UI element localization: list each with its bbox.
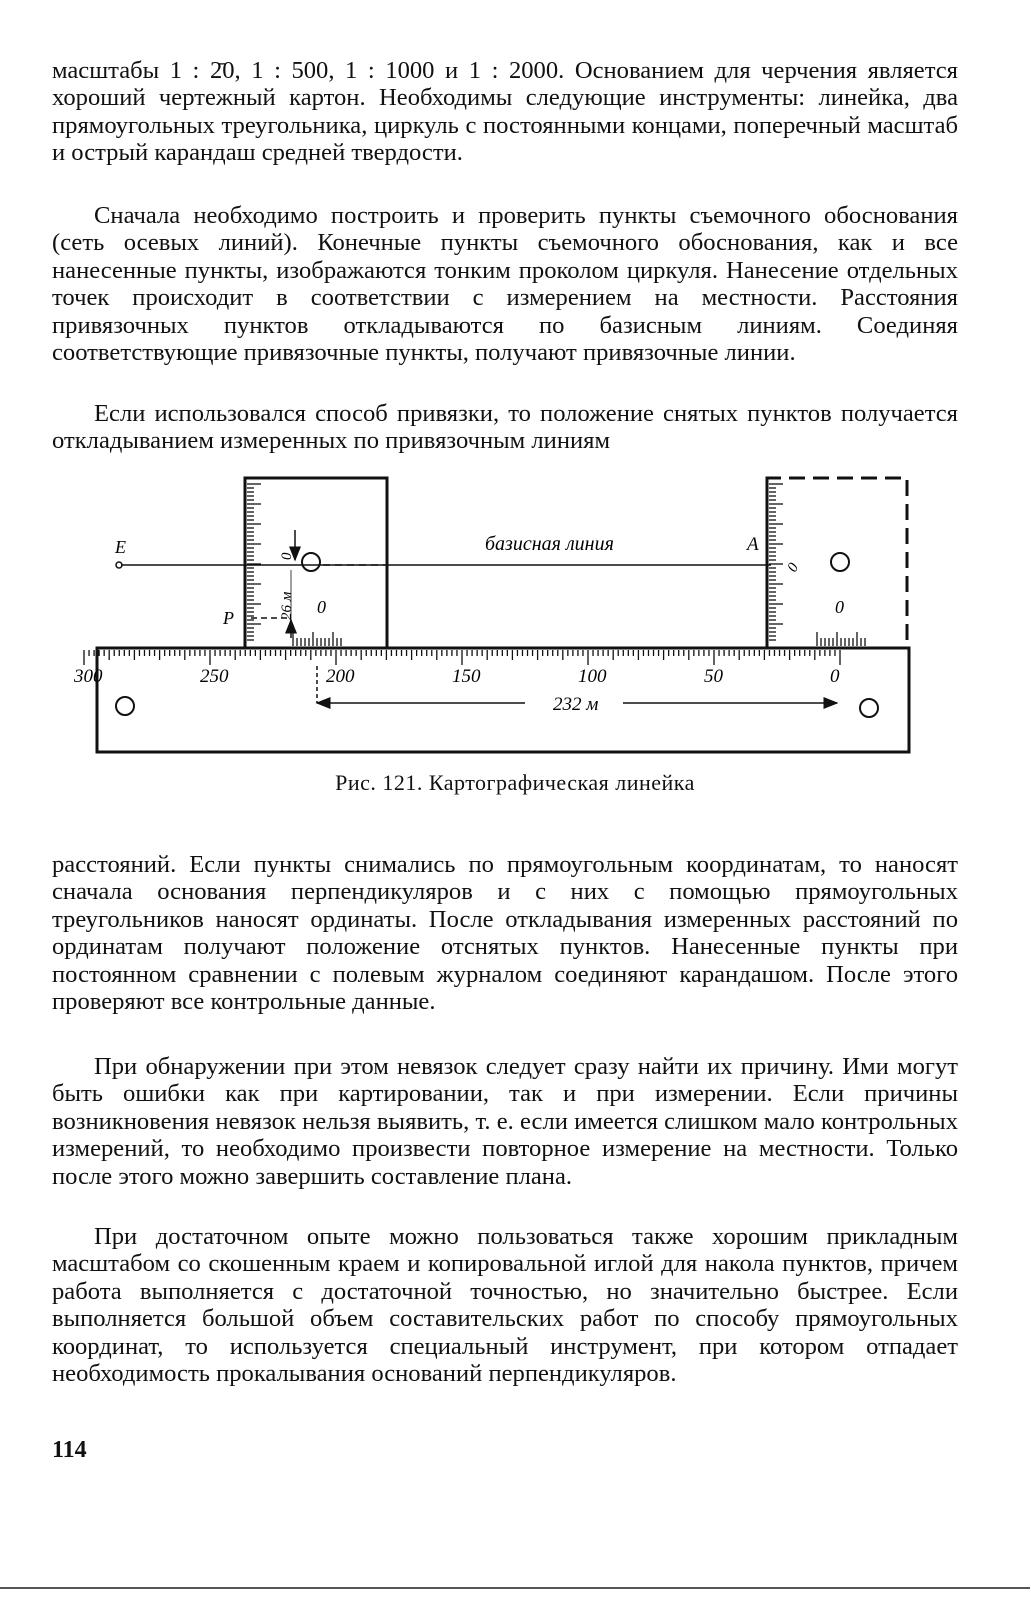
- figure-caption: Рис. 121. Картографическая линейка: [335, 770, 695, 795]
- left-vertical-zero: 0: [279, 552, 295, 560]
- baseline-label: базисная линия: [485, 533, 614, 555]
- ruler-tick-label: 100: [578, 666, 607, 687]
- right-small-zero: 0: [835, 597, 844, 617]
- main-ruler-ticks: [84, 650, 840, 665]
- label-A: A: [747, 534, 759, 555]
- ruler-tick-label: 300: [74, 666, 103, 687]
- scan-edge-line: [0, 1587, 1030, 1589]
- left-small-zero: 0: [317, 597, 326, 617]
- main-ruler-body: [97, 648, 909, 752]
- ruler-tick-label: 150: [452, 666, 481, 687]
- right-small-scale-ticks: [817, 632, 865, 646]
- left-vertical-scale-ticks: [247, 484, 261, 640]
- paragraph-1: масштабы 1 : 2̄0, 1 : 500, 1 : 1000 и 1 : 2000. Основанием для черчения является хороший чертежный картон. Необходимы следующие инструменты: линейка, два прямоугольных треугольника, циркуль с постоянными концами, поперечный масштаб и острый карандаш средней твердости.: [52, 57, 958, 167]
- label-E: E: [115, 537, 126, 557]
- right-vertical-scale-ticks: [769, 484, 783, 640]
- left-square-outline: [245, 478, 387, 648]
- left-small-scale-ticks: [293, 632, 341, 646]
- left-square-hole: [302, 553, 320, 571]
- ruler-tick-label: 250: [200, 666, 229, 687]
- paragraph-5: При обнаружении при этом невязок следует сразу найти их причину. Ими могут быть ошибки как при картировании, так и при измерении. Если причины возникновения невязок нельзя выявить, т. е. если имеется слишком мало контрольных измерений, то необходимо произвести повторное измерение на местности. Только после этого можно завершить составление плана.: [52, 1053, 958, 1190]
- paragraph-6: При достаточном опыте можно пользоваться также хорошим прикладным масштабом со скошенным краем и копировальной иглой для накола пунктов, причем работа выполняется с достаточной точностью, но значительно быстрее. Если выполняется большой объем составительских работ по способу прямоугольных координат, то используется специальный инструмент, при котором отпадает необходимость прокалывания оснований перпендикуляров.: [52, 1223, 958, 1388]
- paragraph-2: Сначала необходимо построить и проверить пункты съемочного обоснования (сеть осевых линий). Конечные пункты съемочного обоснования, как и все нанесенные пункты, изображаются тонким проколом циркуля. Нанесение отдельных точек происходит в соответствии с измерением на местности. Расстояния привязочных пунктов откладываются по базисным линиям. Соединяя соответствующие привязочные пункты, получают привязочные линии.: [52, 202, 958, 367]
- ruler-hole-right: [860, 699, 878, 717]
- right-vertical-zero: 0: [784, 560, 803, 575]
- ruler-tick-label: 50: [704, 666, 723, 687]
- page-number: 114: [52, 1437, 87, 1463]
- ruler-tick-labels: [73, 666, 840, 687]
- right-square-hole: [831, 553, 849, 571]
- offset-label: 26 м: [279, 591, 295, 620]
- paragraph-4: расстояний. Если пункты снимались по прямоугольным координатам, то наносят сначала основания перпендикуляров и с них с помощью прямоугольных треугольников наносят ординаты. После откладывания измеренных расстояний по ординатам получают положение отснятых пунктов. Нанесенные пункты при постоянном сравнении с полевым журналом соединяют карандашом. После этого проверяют все контрольные данные.: [52, 851, 958, 1016]
- distance-label: 232 м: [553, 694, 599, 715]
- ruler-tick-label: 200: [326, 666, 355, 687]
- paragraph-3: Если использовался способ привязки, то положение снятых пунктов получается откладыванием измеренных по привязочным линиям: [52, 400, 958, 455]
- ruler-hole-left: [116, 697, 134, 715]
- cartographic-ruler-figure: [74, 470, 925, 760]
- label-P: P: [223, 608, 234, 628]
- ruler-tick-label: 0: [830, 666, 840, 687]
